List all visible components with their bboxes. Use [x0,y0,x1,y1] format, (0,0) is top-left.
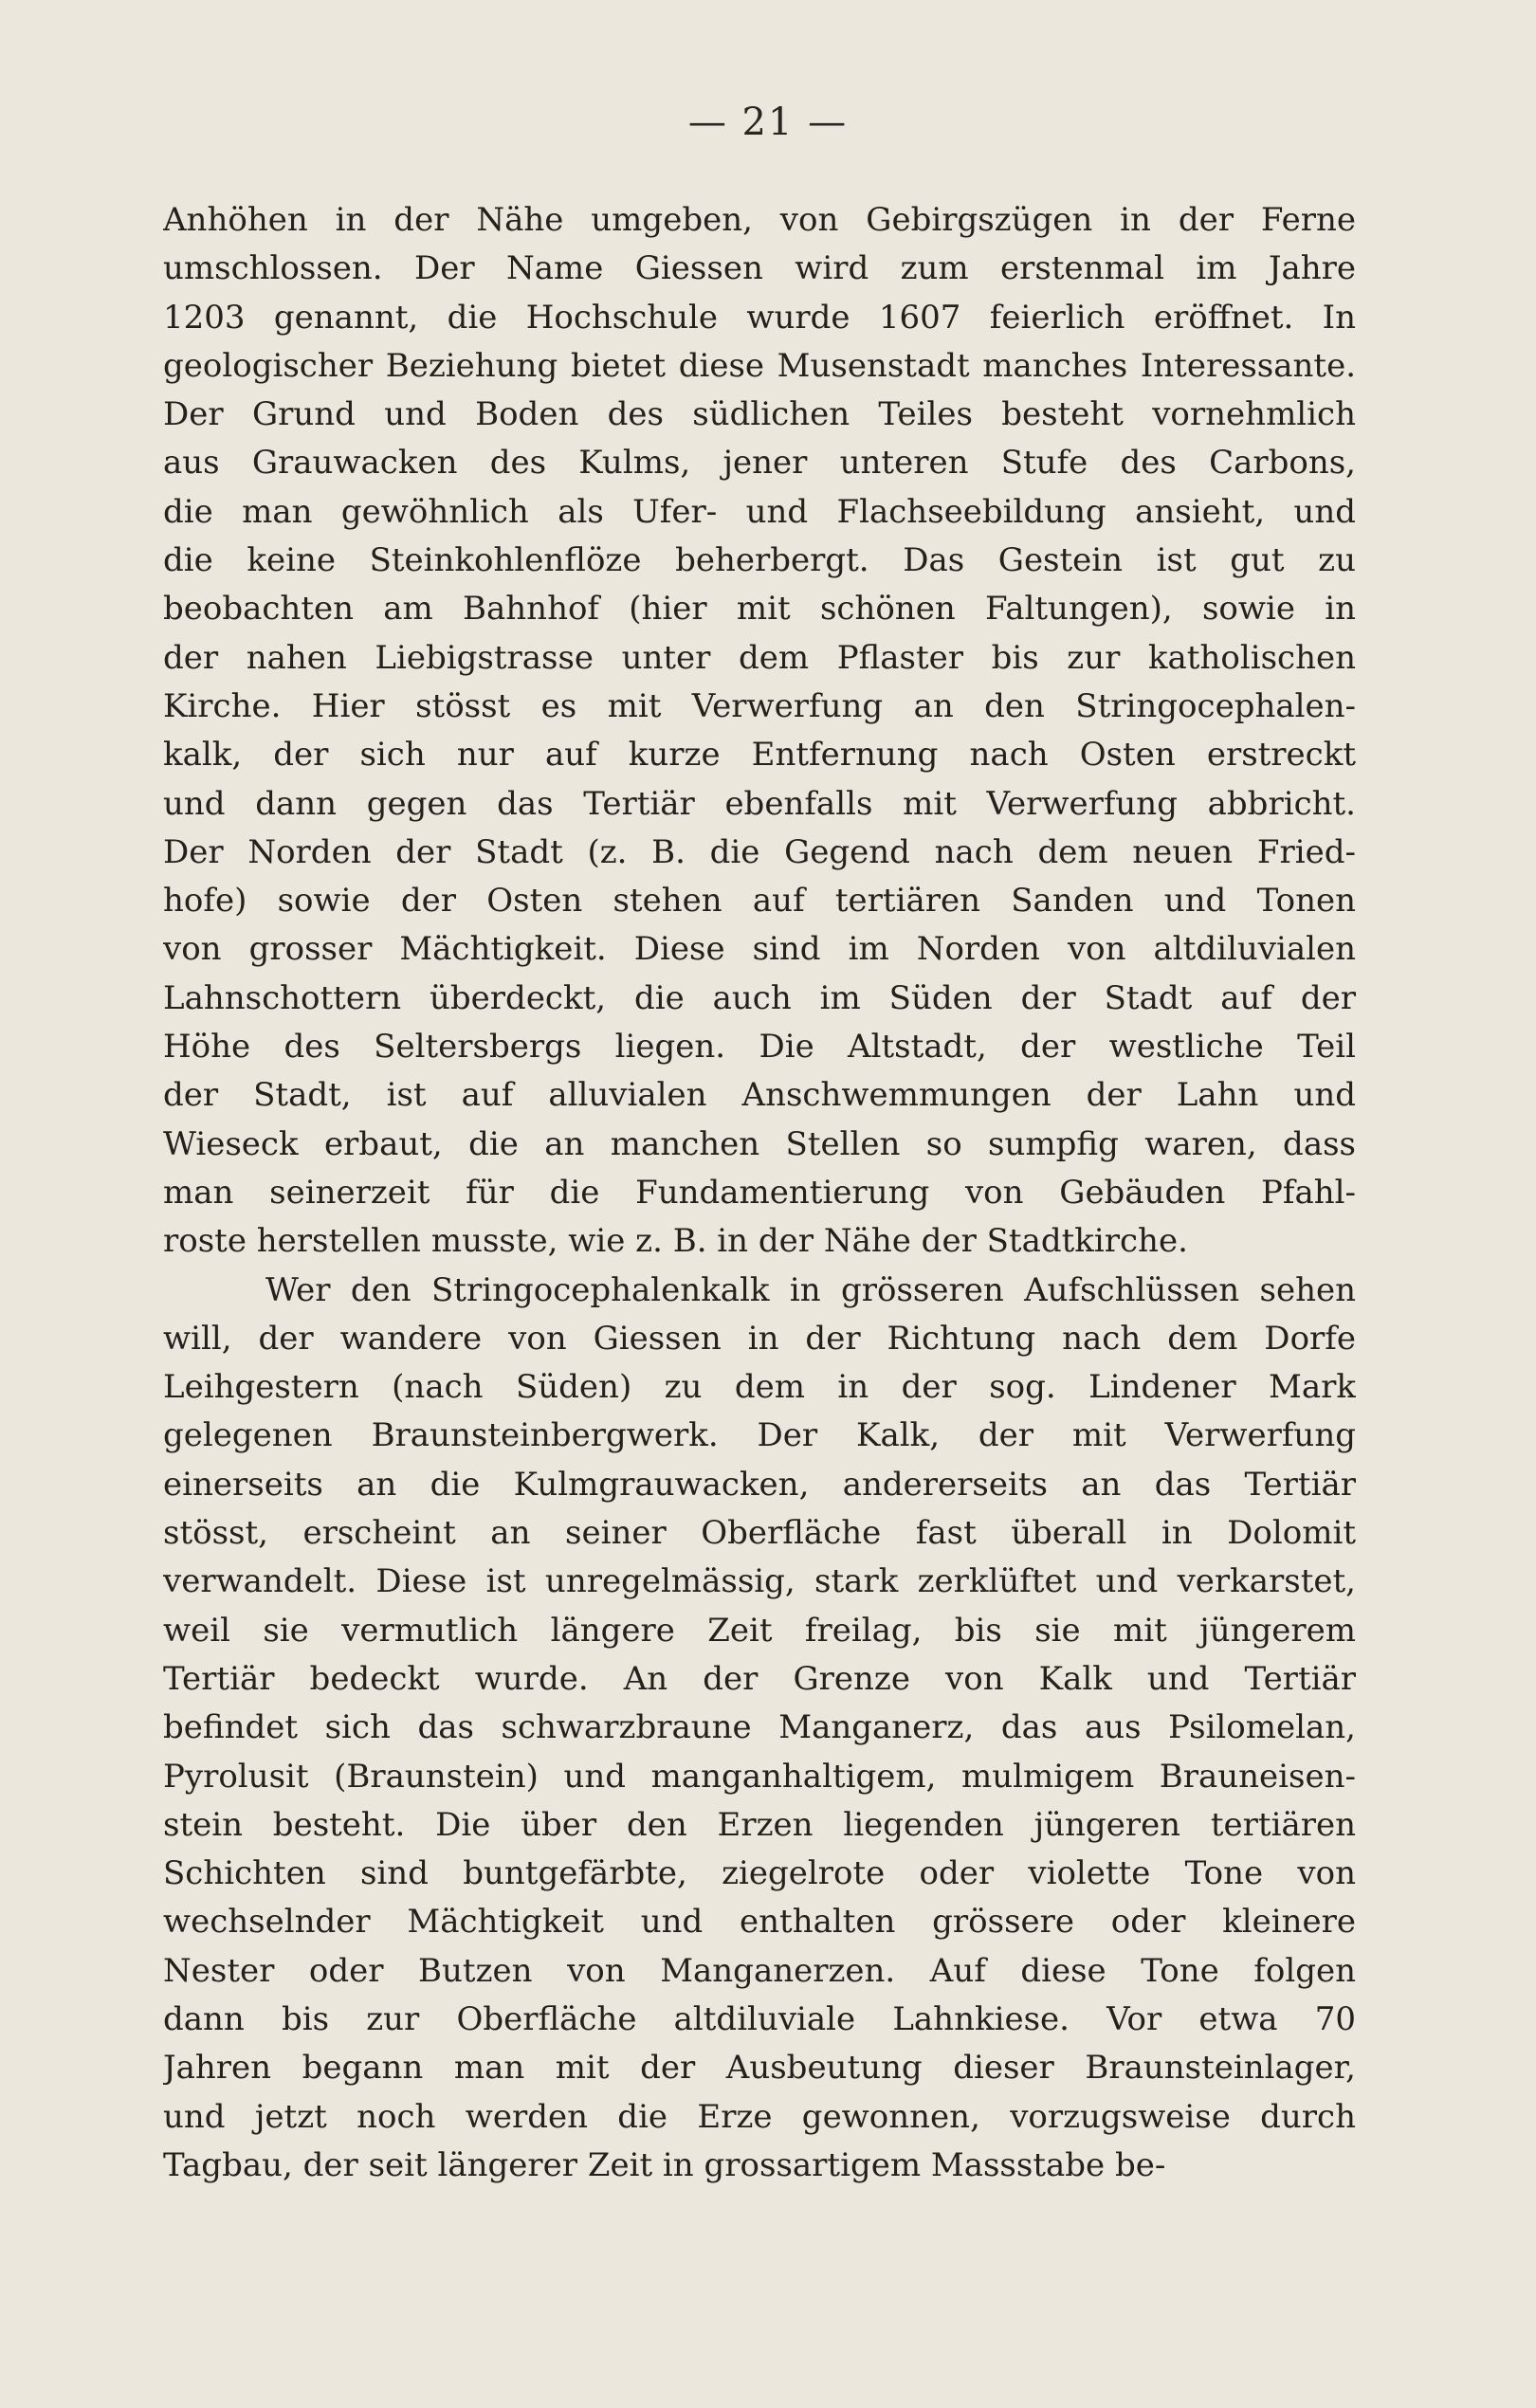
text-line: Schichten sind buntgefärbte, ziegelrote oder violette Tone von [163,1854,1356,1893]
text-line: dann bis zur Oberfläche altdiluviale Lahnkiese. Vor etwa 70 [163,1999,1356,2038]
text-line: aus Grauwacken des Kulms, jener unteren Stufe des Carbons, [163,444,1356,483]
text-line: von grosser Mächtigkeit. Diese sind im Norden von altdiluvialen [163,930,1356,969]
text-line: 1203 genannt, die Hochschule wurde 1607 feierlich eröffnet. In [163,298,1356,337]
text-line: hofe) sowie der Osten stehen auf tertiären Sanden und Tonen [163,882,1356,921]
text-line: Leihgestern (nach Süden) zu dem in der sog. Lindener Mark [163,1368,1356,1407]
text-line: will, der wandere von Giessen in der Richtung nach dem Dorfe [163,1319,1356,1358]
text-line: Kirche. Hier stösst es mit Verwerfung an den Stringocephalen- [163,686,1356,725]
text-line: der nahen Liebigstrasse unter dem Pflaster bis zur katholischen [163,638,1356,677]
text-line: wechselnder Mächtigkeit und enthalten grössere oder kleinere [163,1903,1356,1942]
text-line: verwandelt. Diese ist unregelmässig, stark zerklüftet und verkarstet, [163,1562,1356,1601]
text-line: die man gewöhnlich als Ufer- und Flachseebildung ansieht, und [163,492,1356,531]
text-line: Nester oder Butzen von Manganerzen. Auf diese Tone folgen [163,1951,1356,1990]
text-line: stein besteht. Die über den Erzen liegenden jüngeren tertiären [163,1805,1356,1844]
text-line: beobachten am Bahnhof (hier mit schönen Faltungen), sowie in [163,590,1356,629]
text-line: und dann gegen das Tertiär ebenfalls mit Verwerfung abbricht. [163,784,1356,823]
text-line: einerseits an die Kulmgrauwacken, andererseits an das Tertiär [163,1465,1356,1504]
text-line: kalk, der sich nur auf kurze Entfernung nach Osten erstreckt [163,736,1356,775]
text-line: Höhe des Seltersbergs liegen. Die Altstadt, der westliche Teil [163,1028,1356,1067]
text-line: Wieseck erbaut, die an manchen Stellen so sumpfig waren, dass [163,1124,1356,1163]
text-line: Tertiär bedeckt wurde. An der Grenze von Kalk und Tertiär [163,1659,1356,1698]
text-line: geologischer Beziehung bietet diese Musenstadt manches Interessante. [163,346,1356,385]
body-text [163,196,1356,2190]
text-line: befindet sich das schwarzbraune Manganerz, das aus Psilomelan, [163,1708,1356,1747]
text-line: die keine Steinkohlenflöze beherbergt. Das Gestein ist gut zu [163,541,1356,580]
text-line: Tagbau, der seit längerer Zeit in grossartigem Massstabe be- [163,2145,1166,2184]
text-line: Der Grund und Boden des südlichen Teiles besteht vornehmlich [163,395,1356,434]
paragraph-2 [163,1267,1356,2191]
paragraph-1 [163,196,1356,1267]
text-line: der Stadt, ist auf alluvialen Anschwemmungen der Lahn und [163,1076,1356,1115]
text-line: Pyrolusit (Braunstein) und manganhaltigem, mulmigem Brauneisen- [163,1757,1356,1796]
text-line: umschlossen. Der Name Giessen wird zum erstenmal im Jahre [163,249,1356,288]
text-line: Lahnschottern überdeckt, die auch im Süden der Stadt auf der [163,978,1356,1017]
text-line: und jetzt noch werden die Erze gewonnen, vorzugsweise durch [163,2097,1356,2136]
text-line: Der Norden der Stadt (z. B. die Gegend nach dem neuen Fried- [163,832,1356,871]
text-line: Jahren begann man mit der Ausbeutung dieser Braunsteinlager, [163,2049,1356,2088]
page-number: — 21 — [687,100,849,144]
text-line: gelegenen Braunsteinbergwerk. Der Kalk, der mit Verwerfung [163,1416,1356,1455]
text-line: Anhöhen in der Nähe umgeben, von Gebirgszügen in der Ferne [163,201,1356,239]
text-line: roste herstellen musste, wie z. B. in der Nähe der Stadtkirche. [163,1222,1188,1261]
text-line: stösst, erscheint an seiner Oberfläche fast überall in Dolomit [163,1514,1356,1553]
text-line: Wer den Stringocephalenkalk in grösseren Aufschlüssen sehen [265,1270,1356,1309]
text-line: man seinerzeit für die Fundamentierung von Gebäuden Pfahl- [163,1173,1356,1212]
text-line: weil sie vermutlich längere Zeit freilag, bis sie mit jüngerem [163,1611,1356,1650]
